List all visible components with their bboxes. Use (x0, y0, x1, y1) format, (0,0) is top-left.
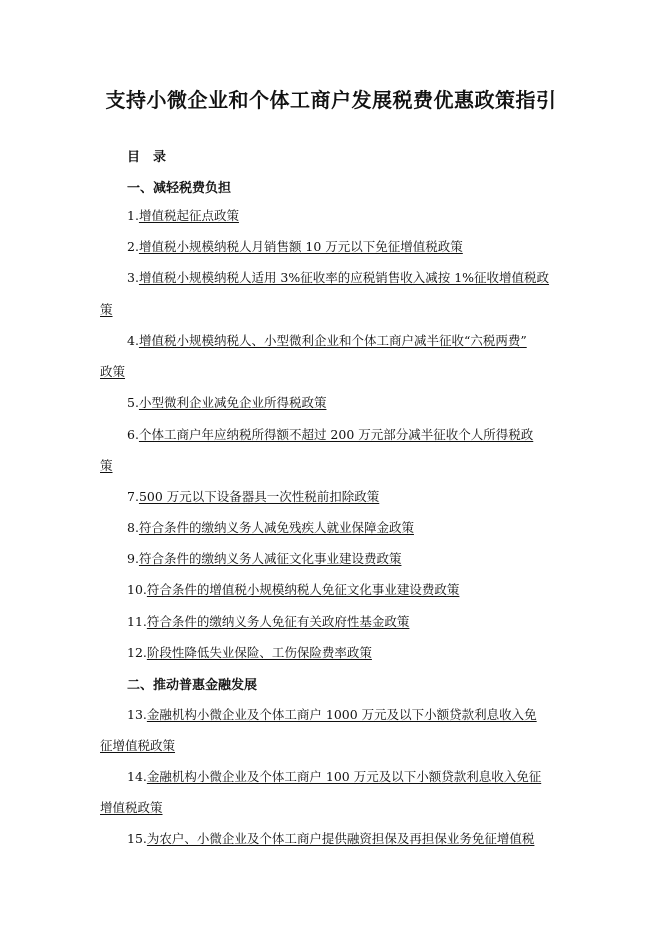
toc-link[interactable]: 符合条件的缴纳义务人减免残疾人就业保障金政策 (138, 520, 414, 535)
toc-link[interactable]: 小型微利企业减免企业所得税政策 (138, 395, 327, 410)
page-title: 支持小微企业和个体工商户发展税费优惠政策指引 (105, 88, 557, 112)
toc-link[interactable]: 阶段性降低失业保险、工伤保险费率政策 (146, 645, 372, 660)
toc-item-1[interactable] (127, 206, 239, 224)
toc-item-6-continued[interactable] (100, 456, 113, 474)
toc-item-4-continued[interactable] (100, 362, 125, 380)
toc-link[interactable]: 增值税小规模纳税人、小型微利企业和个体工商户减半征收“六税两费” (138, 333, 527, 348)
toc-item-number: 12. (127, 645, 147, 660)
toc-item-4[interactable] (127, 331, 527, 349)
section-heading-2: 二、推动普惠金融发展 (127, 678, 258, 693)
toc-link[interactable]: 金融机构小微企业及个体工商户 100 万元及以下小额贷款利息收入免征 (146, 769, 542, 784)
toc-link[interactable]: 500 万元以下设备器具一次性税前扣除政策 (138, 489, 380, 504)
toc-link[interactable]: 金融机构小微企业及个体工商户 1000 万元及以下小额贷款利息收入免 (146, 707, 537, 722)
toc-item-number: 4. (127, 333, 139, 348)
toc-item-13-continued[interactable] (100, 736, 175, 754)
toc-link[interactable]: 策 (100, 458, 113, 473)
toc-item-3-continued[interactable] (100, 300, 113, 318)
toc-item-number: 3. (127, 270, 139, 285)
toc-link[interactable]: 政策 (100, 364, 126, 379)
toc-item-14[interactable] (127, 767, 541, 785)
toc-link[interactable]: 增值税起征点政策 (138, 208, 239, 223)
toc-item-number: 9. (127, 551, 139, 566)
section-heading-1: 一、减轻税费负担 (127, 181, 232, 196)
toc-item-5[interactable] (127, 393, 326, 411)
toc-item-6[interactable] (127, 425, 533, 443)
toc-item-number: 8. (127, 520, 139, 535)
toc-item-8[interactable] (127, 518, 414, 536)
toc-item-number: 15. (127, 831, 147, 846)
toc-link[interactable]: 增值税小规模纳税人月销售额 10 万元以下免征增值税政策 (138, 239, 463, 254)
toc-item-2[interactable] (127, 237, 463, 255)
toc-link[interactable]: 增值税政策 (100, 800, 163, 815)
toc-item-number: 10. (127, 582, 147, 597)
toc-item-number: 14. (127, 769, 147, 784)
toc-link[interactable]: 符合条件的增值税小规模纳税人免征文化事业建设费政策 (146, 582, 460, 597)
toc-item-10[interactable] (127, 580, 459, 598)
toc-item-11[interactable] (127, 612, 409, 630)
toc-item-number: 13. (127, 707, 147, 722)
toc-item-number: 7. (127, 489, 139, 504)
toc-link[interactable]: 个体工商户年应纳税所得额不超过 200 万元部分减半征收个人所得税政 (138, 427, 534, 442)
toc-link[interactable]: 征增值税政策 (100, 738, 176, 753)
toc-item-15[interactable] (127, 829, 534, 847)
toc-item-number: 5. (127, 395, 139, 410)
toc-item-3[interactable] (127, 268, 549, 286)
toc-heading: 目 录 (127, 150, 167, 165)
toc-link[interactable]: 策 (100, 302, 113, 317)
toc-item-number: 11. (127, 614, 147, 629)
toc-link[interactable]: 增值税小规模纳税人适用 3%征收率的应税销售收入减按 1%征收增值税政 (138, 270, 550, 285)
toc-item-9[interactable] (127, 549, 401, 567)
toc-item-number: 1. (127, 208, 139, 223)
toc-item-13[interactable] (127, 705, 537, 723)
toc-item-number: 6. (127, 427, 139, 442)
toc-item-14-continued[interactable] (100, 798, 163, 816)
toc-item-7[interactable] (127, 487, 379, 505)
toc-item-number: 2. (127, 239, 139, 254)
toc-link[interactable]: 符合条件的缴纳义务人免征有关政府性基金政策 (146, 614, 410, 629)
toc-link[interactable]: 符合条件的缴纳义务人减征文化事业建设费政策 (138, 551, 402, 566)
toc-item-12[interactable] (127, 643, 372, 661)
toc-link[interactable]: 为农户、小微企业及个体工商户提供融资担保及再担保业务免征增值税 (146, 831, 535, 846)
